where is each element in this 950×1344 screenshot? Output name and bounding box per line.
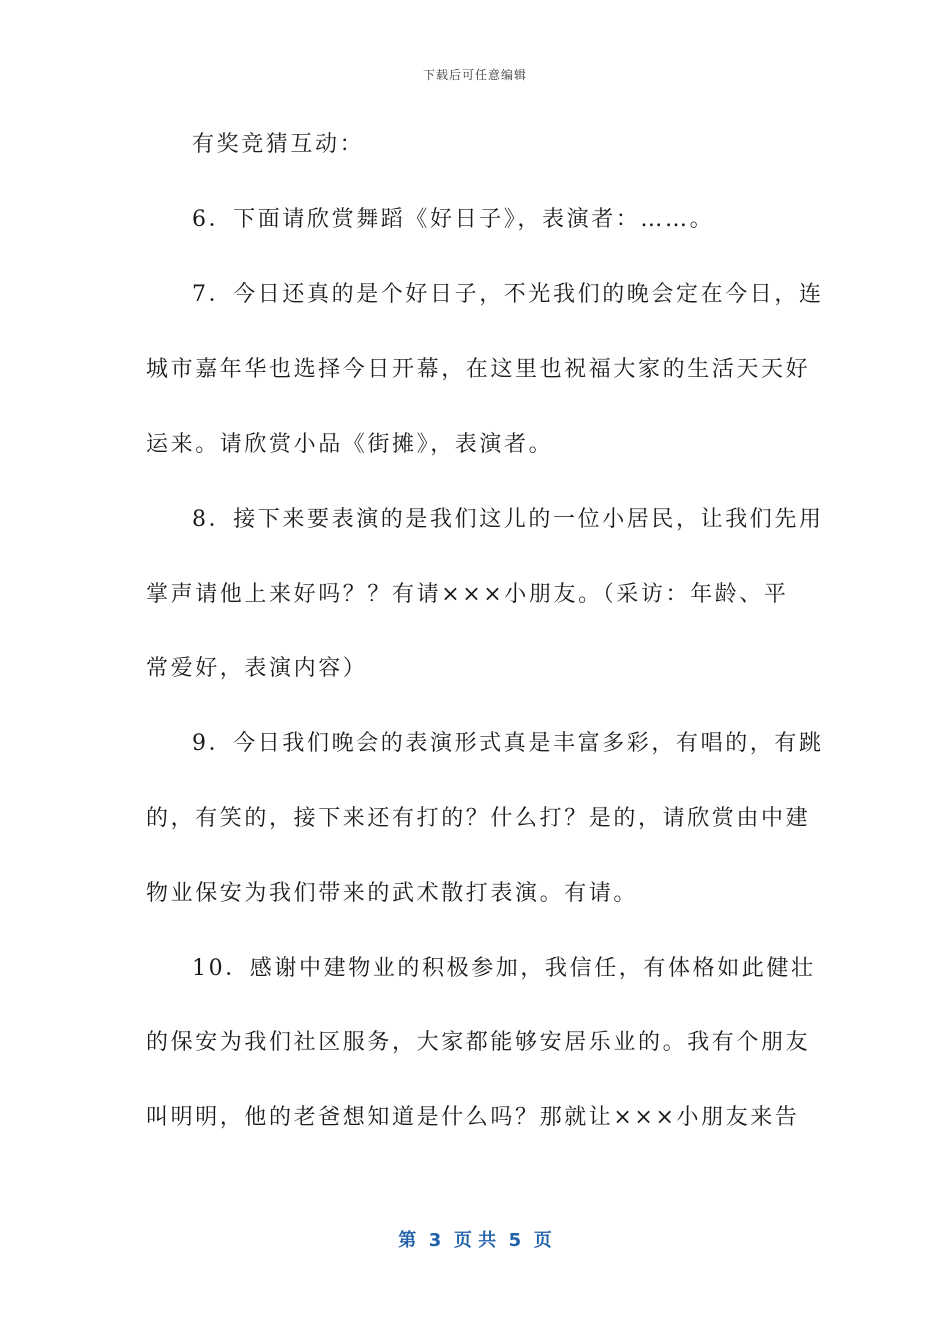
text-line: 的，有笑的，接下来还有打的？什么打？是的，请欣赏由中建 (146, 806, 811, 831)
text-line: 8．接下来要表演的是我们这儿的一位小居民，让我们先用 (192, 507, 824, 532)
text-line: 7．今日还真的是个好日子，不光我们的晚会定在今日，连 (192, 282, 824, 307)
page-footer: 第 3 页 共 5 页 (398, 1230, 552, 1251)
text-line: 6．下面请欣赏舞蹈《好日子》，表演者：……。 (192, 207, 715, 232)
text-line: 的保安为我们社区服务，大家都能够安居乐业的。我有个朋友 (146, 1030, 811, 1055)
text-line: 有奖竞猜互动： (192, 132, 365, 157)
text-line: 9．今日我们晚会的表演形式真是丰富多彩，有唱的，有跳 (192, 731, 824, 756)
text-line: 掌声请他上来好吗？？有请×××小朋友。（采访：年龄、平 (146, 582, 789, 607)
text-line: 常爱好，表演内容） (146, 656, 368, 681)
text-line: 叫明明，他的老爸想知道是什么吗？那就让×××小朋友来告 (146, 1105, 800, 1130)
text-line: 运来。请欣赏小品《街摊》，表演者。 (146, 432, 554, 457)
text-line: 城市嘉年华也选择今日开幕，在这里也祝福大家的生活天天好 (146, 357, 811, 382)
text-line: 物业保安为我们带来的武术散打表演。有请。 (146, 881, 639, 906)
page-header: 下载后可任意编辑 (422, 68, 527, 82)
text-line: 10．感谢中建物业的积极参加，我信任，有体格如此健壮 (192, 956, 816, 981)
